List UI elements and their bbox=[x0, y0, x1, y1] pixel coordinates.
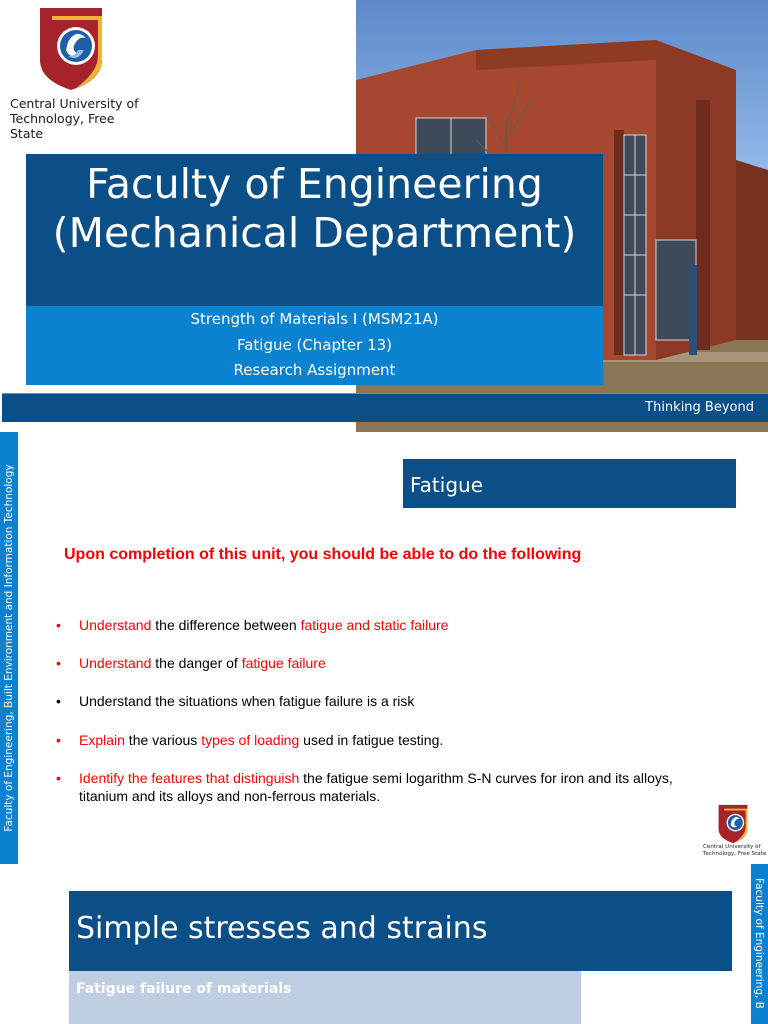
simple-stresses-slide bbox=[0, 864, 768, 1024]
list-item: • Understand the situations when fatigue failure is a risk bbox=[56, 693, 415, 709]
faculty-side-text: Faculty of Engineering, Built Environment and Information Technology bbox=[3, 464, 15, 832]
side-strip bbox=[0, 432, 18, 864]
objective-statement: Upon completion of this unit, you should be able to do the following bbox=[64, 546, 582, 563]
title-slide bbox=[0, 0, 768, 432]
university-name: Central University of Technology, Free State bbox=[10, 96, 139, 141]
side-strip bbox=[751, 864, 768, 1024]
list-item: • Explain the various types of loading used in fatigue testing. bbox=[56, 732, 444, 748]
subtitle-banner bbox=[26, 306, 603, 385]
title-banner bbox=[26, 154, 603, 306]
page-title-line-1: Faculty of Engineering bbox=[86, 160, 543, 208]
chapter-name: Fatigue (Chapter 13) bbox=[236, 335, 393, 354]
course-name: Strength of Materials I (MSM21A) bbox=[190, 310, 439, 328]
list-item: • Understand the danger of fatigue failure bbox=[56, 655, 326, 671]
footer-bar bbox=[2, 393, 768, 422]
cut-logo-icon bbox=[38, 6, 104, 92]
tagline: Thinking Beyond bbox=[645, 400, 754, 415]
page-title-line-2: (Mechanical Department) bbox=[52, 209, 577, 257]
slide-heading: Fatigue bbox=[403, 459, 736, 508]
cut-logo-icon bbox=[717, 804, 749, 844]
university-name-small: Central University of Technology, Free State bbox=[703, 844, 767, 857]
objectives-list bbox=[56, 616, 696, 805]
assignment-type: Research Assignment bbox=[233, 361, 396, 379]
slide-subheading: Fatigue failure of materials bbox=[69, 971, 581, 1024]
objectives-slide bbox=[0, 432, 768, 864]
faculty-side-text: Faculty of Engineering, B bbox=[753, 878, 765, 1009]
list-item: • Identify the features that distinguish the fatigue semi logarithm S-N curves for iron and its alloys, titanium and its alloys and non-ferrous materials. bbox=[56, 770, 673, 804]
slide-heading: Simple stresses and strains bbox=[69, 891, 732, 971]
list-item: • Understand the difference between fatigue and static failure bbox=[56, 617, 449, 633]
